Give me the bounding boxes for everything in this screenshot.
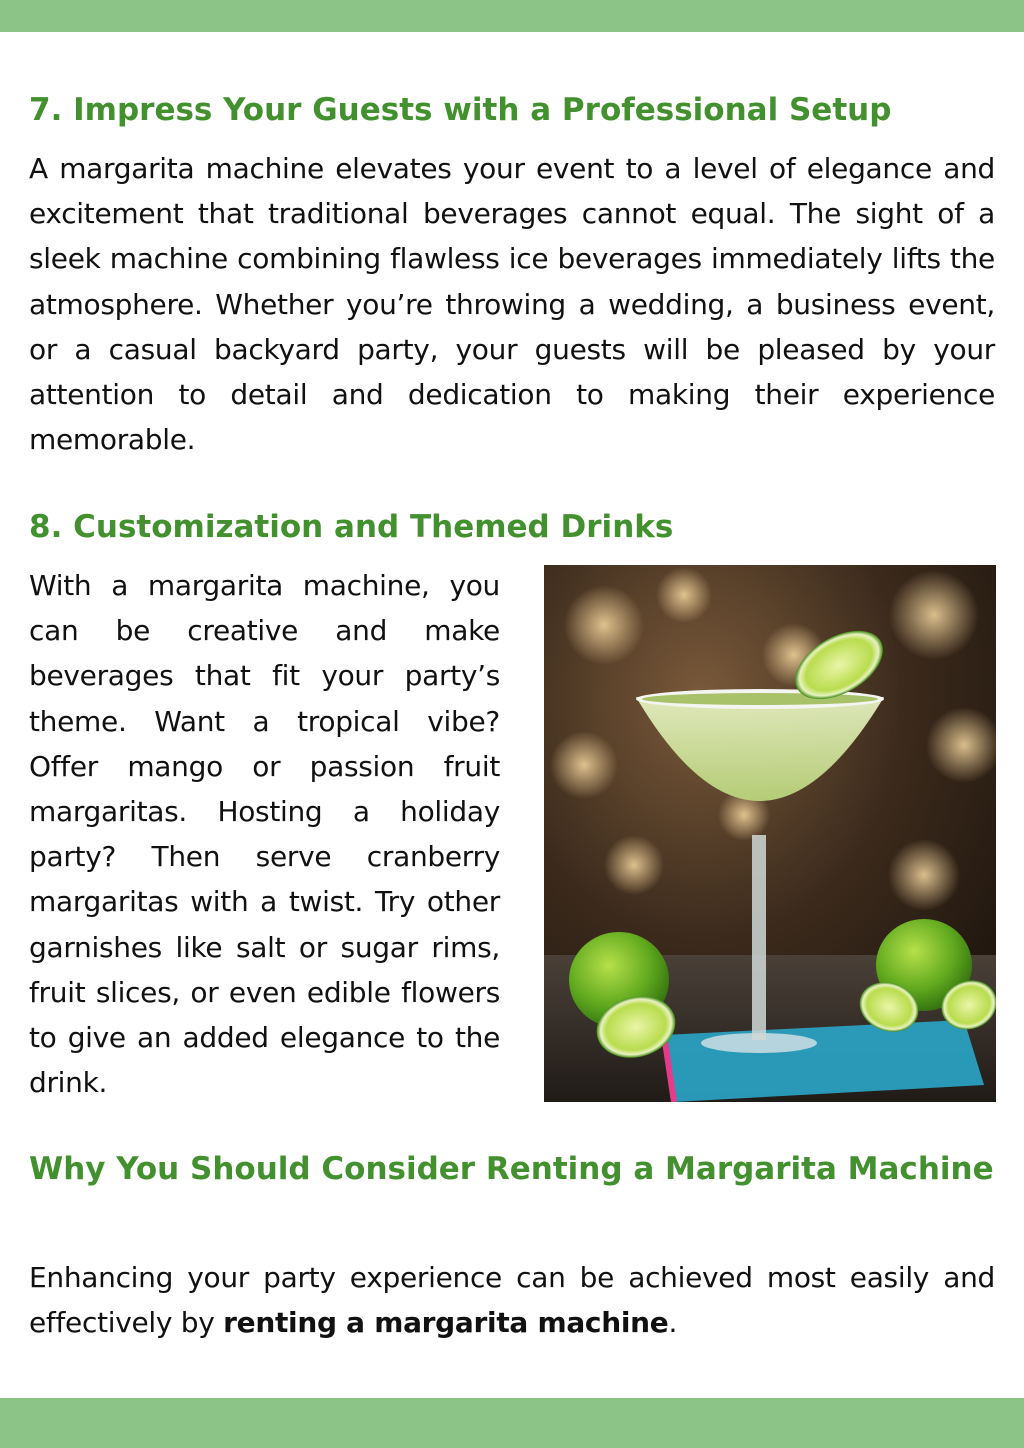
- section-8-paragraph: With a margarita machine, you can be creative and make beverages that fit your party’s theme. Want a tropical vibe? Offer mango or passion fruit margaritas. Hosting a holiday party? Then serve cranberry margaritas with a twist. Try other garnishes like salt or sugar rims, fruit slices, or even edible flowers to give an added elegance to the drink.: [29, 569, 500, 1100]
- margarita-photo: [544, 565, 996, 1102]
- section-9-period: .: [668, 1306, 678, 1340]
- section-8-heading: 8. Customization and Themed Drinks: [29, 509, 674, 545]
- section-7-paragraph: A margarita machine elevates your event to a level of elegance and excitement that traditional beverages cannot equal. The sight of a sleek machine combining flawless ice beverages immediately lifts the atmosphere. Whether you’re throwing a wedding, a business event, or a casual backyard party, your guests will be pleased by your attention to detail and dedication to making their experience memorable.: [29, 152, 995, 457]
- bottom-band: [0, 1398, 1024, 1448]
- section-9-text: Enhancing your party experience can be achieved most easily and effectively by: [29, 1261, 995, 1340]
- section-9-paragraph: [29, 1255, 995, 1345]
- section-9-heading: Why You Should Consider Renting a Margarita Machine: [29, 1151, 994, 1187]
- section-9-bold-phrase: renting a margarita machine: [223, 1306, 669, 1340]
- margarita-illustration: [544, 565, 996, 1102]
- section-7-heading: 7. Impress Your Guests with a Professional Setup: [29, 92, 892, 128]
- top-band: [0, 0, 1024, 32]
